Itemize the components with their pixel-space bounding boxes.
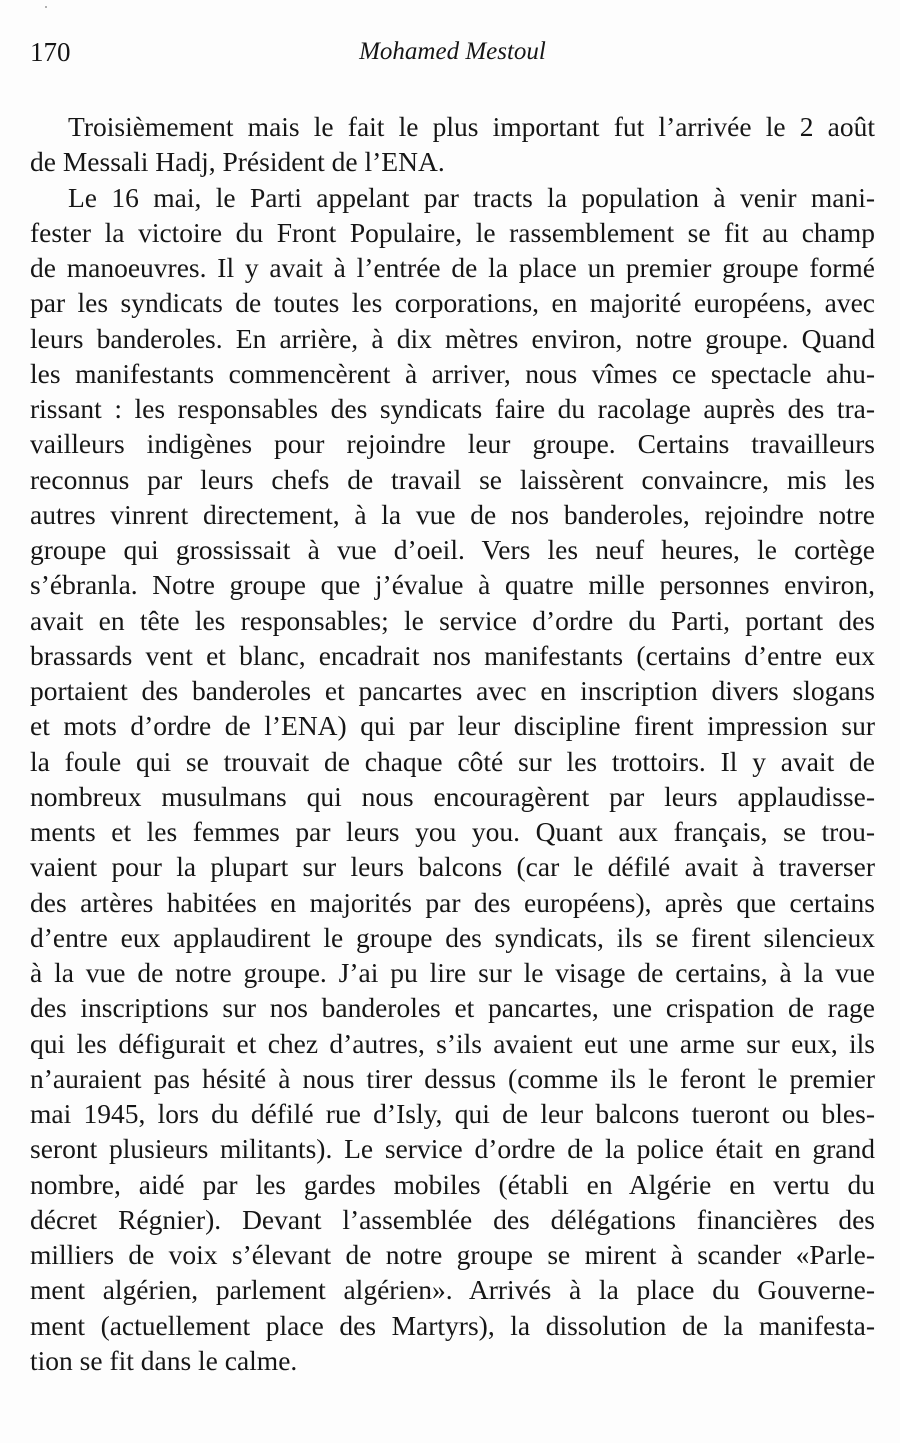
text-line: fester la victoire du Front Populaire, le rassemblement se fit au champ xyxy=(30,216,875,248)
text-line: ment algérien, parlement algérien». Arrivés à la place du Gouverne- xyxy=(30,1274,875,1306)
text-line: vaient pour la plupart sur leurs balcons (car le défilé avait à traverser xyxy=(30,851,875,883)
text-line: les manifestants commencèrent à arriver, nous vîmes ce spectacle ahu- xyxy=(30,357,875,389)
text-line: groupe qui grossissait à vue d’oeil. Vers les neuf heures, le cortège xyxy=(30,534,875,565)
text-line: rissant : les responsables des syndicats faire du racolage auprès des tra- xyxy=(30,393,875,424)
text-line: leurs banderoles. En arrière, à dix mètres environ, notre groupe. Quand xyxy=(30,322,875,354)
text-line: reconnus par leurs chefs de travail se laissèrent convaincre, mis les xyxy=(30,463,875,495)
text-line: nombreux musulmans qui nous encouragèrent par leurs applaudisse- xyxy=(30,780,875,812)
body-text xyxy=(30,109,875,1378)
text-line: vailleurs indigènes pour rejoindre leur groupe. Certains travailleurs xyxy=(30,428,875,460)
text-line: et mots d’ordre de l’ENA) qui par leur discipline firent impression sur xyxy=(30,710,875,742)
text-line: de manoeuvres. Il y avait à l’entrée de la place un premier groupe formé xyxy=(30,252,875,283)
text-line: seront plusieurs militants). Le service d’ordre de la police était en grand xyxy=(30,1133,875,1165)
text-line: tion se fit dans le calme. xyxy=(30,1344,298,1376)
text-line: de Messali Hadj, Président de l’ENA. xyxy=(30,146,445,178)
text-line: milliers de voix s’élevant de notre groupe se mirent à scander «Parle- xyxy=(30,1239,875,1270)
text-line: à la vue de notre groupe. J’ai pu lire sur le visage de certains, à la vue xyxy=(30,957,875,988)
text-line: avait en tête les responsables; le service d’ordre du Parti, portant des xyxy=(30,604,875,636)
text-line: Le 16 mai, le Parti appelant par tracts la population à venir mani- xyxy=(68,181,875,213)
text-line: ments et les femmes par leurs you you. Quant aux français, se trou- xyxy=(30,816,875,847)
text-line: autres vinrent directement, à la vue de nos banderoles, rejoindre notre xyxy=(30,498,875,530)
text-line: par les syndicats de toutes les corporations, en majorité européens, avec xyxy=(30,287,875,319)
text-line: des inscriptions sur nos banderoles et pancartes, une crispation de rage xyxy=(30,992,875,1024)
text-line: ment (actuellement place des Martyrs), la dissolution de la manifesta- xyxy=(30,1309,875,1341)
text-line: nombre, aidé par les gardes mobiles (établi en Algérie en vertu du xyxy=(30,1168,875,1200)
text-line: qui les défigurait et chez d’autres, s’ils avaient eut une arme sur eux, ils xyxy=(30,1027,875,1059)
page-number: 170 xyxy=(30,37,71,67)
text-line: n’auraient pas hésité à nous tirer dessus (comme ils le feront le premier xyxy=(30,1062,875,1094)
text-line: décret Régnier). Devant l’assemblée des délégations financières des xyxy=(30,1203,875,1235)
running-head-author: Mohamed Mestoul xyxy=(359,38,546,65)
page-header xyxy=(30,32,875,72)
scan-speck xyxy=(45,6,47,8)
text-line: s’ébranla. Notre groupe que j’évalue à quatre mille personnes environ, xyxy=(30,569,875,601)
text-line: mai 1945, lors du défilé rue d’Isly, qui de leur balcons tueront ou bles- xyxy=(30,1098,875,1129)
text-line: portaient des banderoles et pancartes avec en inscription divers slogans xyxy=(30,675,875,706)
text-line: Troisièmement mais le fait le plus important fut l’arrivée le 2 août xyxy=(68,111,875,142)
text-line: brassards vent et blanc, encadrait nos manifestants (certains d’entre eux xyxy=(30,639,875,671)
text-line: d’entre eux applaudirent le groupe des syndicats, ils se firent silencieux xyxy=(30,921,875,953)
text-line: des artères habitées en majorités par des européens), après que certains xyxy=(30,886,875,918)
text-line: la foule qui se trouvait de chaque côté sur les trottoirs. Il y avait de xyxy=(30,745,875,777)
